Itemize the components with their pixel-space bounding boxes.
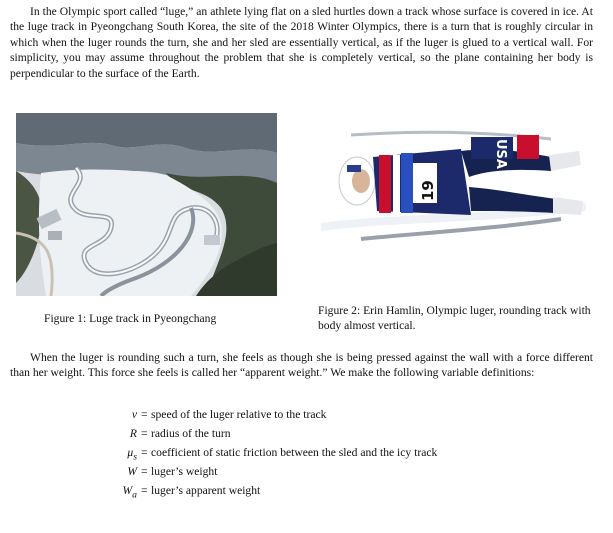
- variable-description: coefficient of static friction between the sled and the icy track: [151, 446, 438, 459]
- variable-symbol: $W_a$: [122, 484, 137, 501]
- intro-paragraph: In the Olympic sport called “luge,” an athlete lying flat on a sled hurtles down a track whose surface is covered in ice. At the luge track in Pyeongchang South Korea, the site of the 2018 Winter Olympics, there is a turn that is roughly circular in which when the luger rounds the turn, she and her sled are essentially vertical, as if the luger is glued to a vertical wall. For simplicity, you may assume throughout the problem that she is completely vertical, so the plane containing her body is perpendicular to the surface of the Earth.: [10, 5, 593, 80]
- variable-symbol: $\mu_s$: [127, 446, 137, 463]
- definition-row: [103, 446, 437, 465]
- equals-sign: =: [141, 446, 148, 459]
- equals-sign: =: [141, 408, 148, 421]
- variable-symbol: W: [127, 465, 137, 478]
- second-paragraph: When the luger is rounding such a turn, she feels as though she is being pressed against the wall with a force different than her weight. This force she feels is called her “apparent weight.” We make the following variable definitions:: [10, 351, 593, 380]
- luge-track-photo: [16, 113, 277, 296]
- sled-usa-text: USA: [493, 139, 508, 169]
- definition-row: [103, 427, 437, 446]
- variable-symbol: R: [129, 427, 137, 440]
- variable-description: luger’s weight: [151, 465, 218, 478]
- variable-description: speed of the luger relative to the track: [151, 408, 327, 421]
- equals-sign: =: [141, 465, 148, 478]
- equals-sign: =: [141, 427, 148, 440]
- luger-photo: [321, 107, 586, 290]
- bib-number: 19: [419, 180, 437, 201]
- variable-definitions: [103, 408, 437, 503]
- variable-symbol: v: [131, 408, 137, 421]
- figure2-caption: Figure 2: Erin Hamlin, Olympic luger, rounding track with body almost vertical.: [318, 304, 591, 333]
- definition-row: [103, 484, 437, 503]
- variable-description: luger’s apparent weight: [151, 484, 261, 497]
- definition-row: [103, 408, 437, 427]
- equals-sign: =: [141, 484, 148, 497]
- definition-row: [103, 465, 437, 484]
- variable-description: radius of the turn: [151, 427, 231, 440]
- figure1-caption: Figure 1: Luge track in Pyeongchang: [44, 312, 217, 325]
